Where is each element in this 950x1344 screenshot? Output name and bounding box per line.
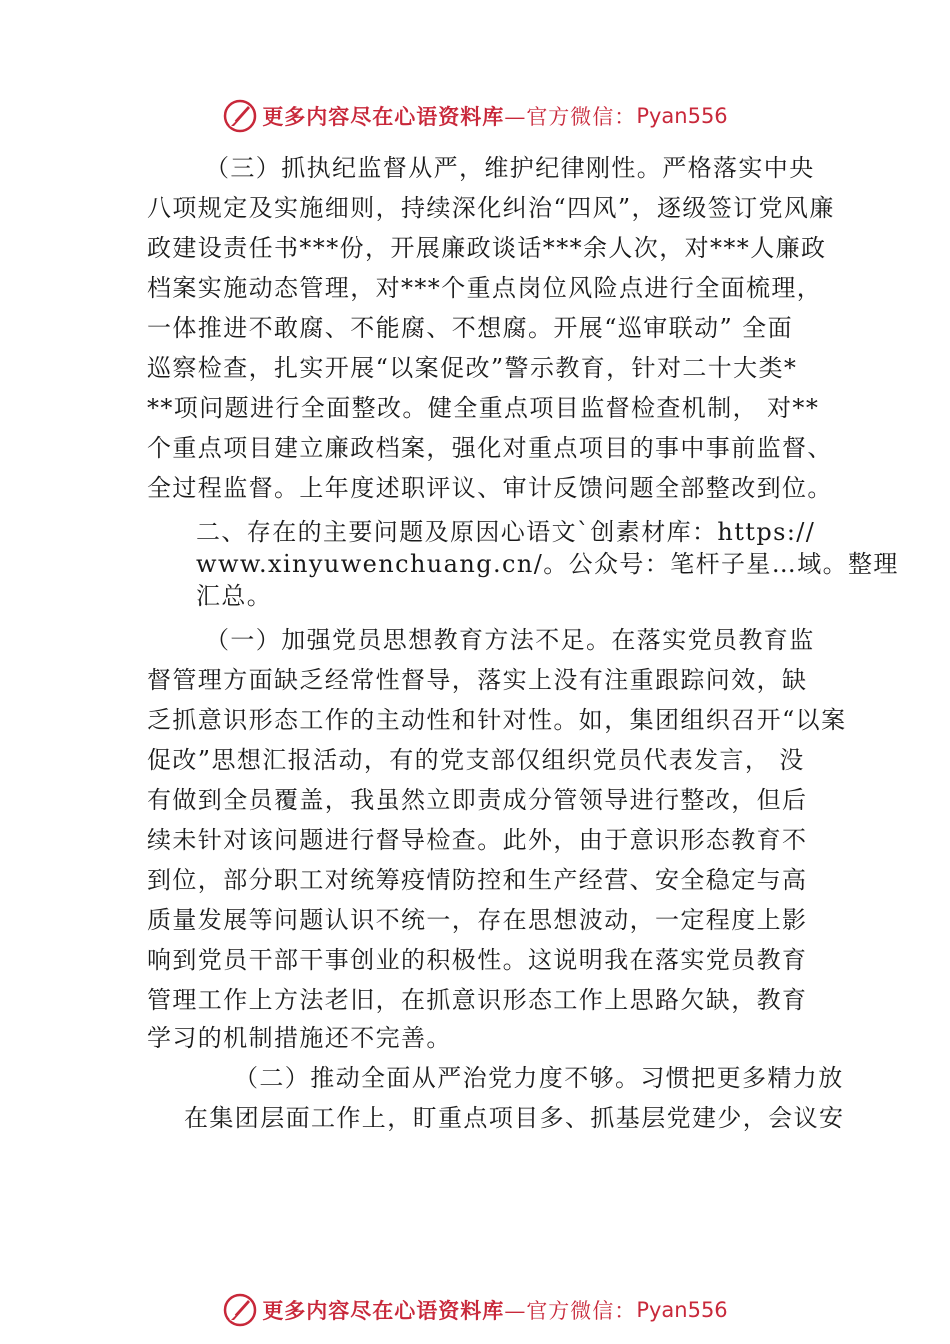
text-line: 有做到全员覆盖，我虽然立即责成分管领导进行整改，但后 [147,786,808,814]
text-line: 续未针对该问题进行督导检查。此外，由于意识形态教育不 [147,826,808,854]
text-line: 一体推进不敢腐、不能腐、不想腐。开展“巡审联动” 全面 [147,314,793,342]
text-line: 政建设责任书***份，开展廉政谈话***余人次，对***人廉政 [147,234,827,262]
banner-main-text: 更多内容尽在心语资料库 [262,104,505,129]
banner-main-text: 更多内容尽在心语资料库 [262,1298,505,1323]
text-line: 汇总。 [196,582,273,610]
footer-watermark [0,1290,950,1330]
text-line: 促改”思想汇报活动，有的党支部仅组织党员代表发言， 没 [147,746,805,774]
text-line: 到位，部分职工对统筹疫情防控和生产经营、安全稳定与高 [147,866,808,894]
quill-logo-icon [222,1292,258,1328]
text-line: 乏抓意识形态工作的主动性和针对性。如，集团组织召开“以案 [147,706,847,734]
text-line: 学习的机制措施还不完善。 [147,1024,452,1052]
text-line: （一）加强党员思想教育方法不足。在落实党员教育监 [205,626,815,654]
text-line: （二）推动全面从严治党力度不够。习惯把更多精力放 [234,1064,844,1092]
banner-wechat-label: —官方微信： [504,105,637,129]
text-line: 管理工作上方法老旧，在抓意识形态工作上思路欠缺，教育 [147,986,808,1014]
text-line: 八项规定及实施细则，持续深化纠治“四风”，逐级签订党风廉 [147,194,835,222]
text-line: **项问题进行全面整改。健全重点项目监督检查机制， 对** [147,394,820,422]
section-heading: 二、存在的主要问题及原因心语文`创素材库：https:// [196,518,816,546]
text-line: www.xinyuwenchuang.cn/。公众号：笔杆子星…域。整理 [196,550,899,578]
header-watermark [0,96,950,136]
text-line: 个重点项目建立廉政档案，强化对重点项目的事中事前监督、 [147,434,833,462]
text-line: 档案实施动态管理，对***个重点岗位风险点进行全面梳理， [147,274,823,302]
banner-wechat-id: Pyan556 [636,1298,728,1322]
banner-wechat-id: Pyan556 [636,104,728,128]
text-line: 质量发展等问题认识不统一，存在思想波动，一定程度上影 [147,906,808,934]
text-line: 巡察检查，扎实开展“以案促改”警示教育，针对二十大类* [147,354,798,382]
text-line: （三）抓执纪监督从严，维护纪律刚性。严格落实中央 [205,154,815,182]
banner-wechat-label: —官方微信： [504,1299,637,1323]
text-line: 在集团层面工作上，盯重点项目多、抓基层党建少，会议安 [184,1104,845,1132]
text-line: 响到党员干部干事创业的积极性。这说明我在落实党员教育 [147,946,808,974]
text-line: 督管理方面缺乏经常性督导，落实上没有注重跟踪问效，缺 [147,666,808,694]
quill-logo-icon [222,98,258,134]
text-line: 全过程监督。上年度述职评议、审计反馈问题全部整改到位。 [147,474,833,502]
